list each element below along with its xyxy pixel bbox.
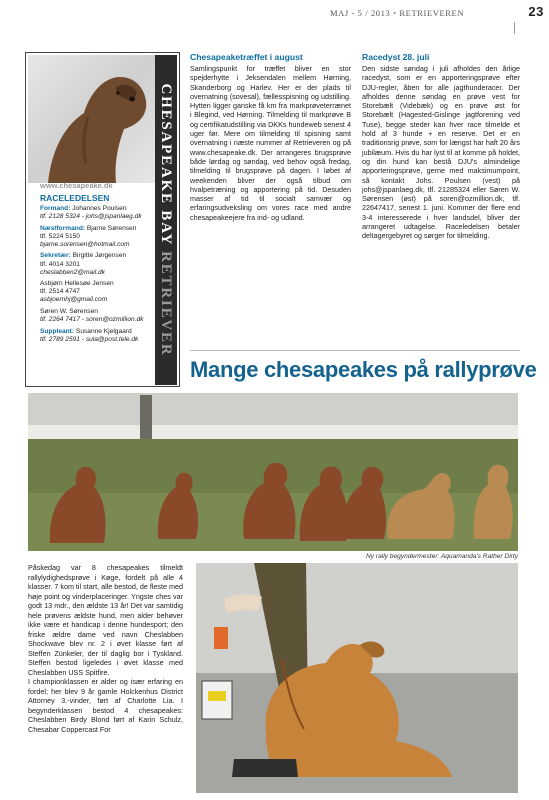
breed-sidebar xyxy=(25,52,180,387)
member-role: Næstformand: xyxy=(40,224,86,232)
member-email: bjarne.sorensen@hotmail.com xyxy=(40,240,130,248)
group-dogs-photo xyxy=(28,393,518,551)
article-rally xyxy=(28,563,183,734)
magazine-name: RETRIEVEREN xyxy=(399,8,465,18)
member-name: Johannes Poulsen xyxy=(72,205,127,212)
member-contact: tlf. 2789 2591 - sula@post.tele.dk xyxy=(40,335,139,343)
member-name: Asbjørn Hellesøe Jensen xyxy=(40,280,114,288)
handler-with-dog-image xyxy=(196,563,518,793)
member-phone: tlf. 2514 4747 xyxy=(40,288,80,296)
photo-caption: Ny rally begyndermester: Aquamanda's Rather Dirty xyxy=(365,553,518,560)
board-member-list xyxy=(40,205,158,347)
main-headline: Mange chesapeakes på rallyprøve xyxy=(190,357,537,382)
member-phone: tlf. 4014 3201 xyxy=(40,260,80,268)
article-paragraph: I championklassen er alder og især erfaring en fordel; her blev 9 år gamle Holckenhus District Attorney 3.-vinder, ført af Charlotte Lia. I begynderklassen bestod 4 chesapeakes: Cheslabben Birdy Blond ført af Karin Schulz, Chesabar Coppercast For xyxy=(28,677,183,734)
article-title: Racedyst 28. juli xyxy=(362,52,430,62)
page-header xyxy=(330,6,544,20)
breed-vertical-banner xyxy=(155,55,177,385)
board-member xyxy=(40,280,158,304)
breed-vertical-title xyxy=(155,55,177,385)
member-role: Formand: xyxy=(40,205,71,212)
dog-head-icon xyxy=(28,55,156,183)
header-separator: • xyxy=(393,8,397,18)
club-website: www.chesapeake.dk xyxy=(40,181,113,190)
board-member xyxy=(40,205,158,221)
member-email: asbjoernhj@gmail.com xyxy=(40,296,108,304)
member-phone: tlf. 5224 5150 xyxy=(40,232,80,240)
breed-title-main: CHESAPEAKE BAY xyxy=(158,83,174,246)
dogs-lineup-image xyxy=(28,393,518,551)
board-member xyxy=(40,308,158,324)
header-divider xyxy=(514,22,515,34)
board-member xyxy=(40,252,158,276)
member-role: Sekretær: xyxy=(40,252,71,260)
member-email: cheslabben2@mail.dk xyxy=(40,268,105,276)
board-title: RACELEDELSEN xyxy=(40,193,110,203)
breed-title-secondary: RETRIEVER xyxy=(158,251,174,357)
member-name: Susanne Kjelgaard xyxy=(75,327,132,335)
member-name: Søren W. Sørensen xyxy=(40,308,98,316)
member-contact: tlf. 2128 5324 - johs@jspanlaeg.dk xyxy=(40,213,142,221)
article-body: Samlingspunkt for træffet bliver en stor spejderhytte i Jeksendalen mellem Hørning, Skanderborg og Harlev. Her er der plads til overnatning (sovesal), fællesspisning og udstilling. Hytten ligger ganske få km fra markprøveterrænet i Blegind, ved Hørning. Tilmelding til markprøve B og certifikatudstilling via DKKs hundeweb senest 4 uger før. Mere om tilmelding til spisning samt overnatning i næste nummer af Retrieveren og på www.chesapeake.dk. Der arrangeres brugsprøve både lørdag og søndag, ved behov også fredag, tilmelding til brugsprøve på dagen. I løbet af weekenden bliver der også tilbud om hvalpetræning og apportering på tid. Desuden masser af tid til socialt samvær og erfaringsudveksling om vores race med andre chesapeakeejere fra ind- og udland. xyxy=(190,64,351,222)
article-body: Den sidste søndag i juli afholdes den årlige racedyst, som er en apporteringsprøve efter DJU-regler, åben for alle jagthunderacer. Der afholdes denne søndag en prøve vest for Storebælt (Videbæk) og en prøve øst for Storebælt (Hagested-Gislinge jagtforening ved Tuse), begge steder kan hver race tilmelde et hold af 3 hunde + en reserve. Det er en traditionsrig prøve, som for længst har haft 20 års jubilæum. Hvis du har lyst til at komme på holdet, og din hund kan bestå DJU's almindelige apporteringsprøve, gerne med maksimumpoint, så kontakt Johs. Poulsen (vest) på johs@jspanlaeg.dk, tlf. 21285324 eller Søren W. Sørensen (øst) på soren@ozmillion.dk, tlf. 22647417, senest 1. juni. Kommer der flere end 3-4 interesserede i hver landsdel, bliver der arrangeret udtagelse. Raceledelsen betaler deltagergebyret og sørger for tilmelding. xyxy=(362,64,520,241)
section-divider xyxy=(190,350,520,351)
header-issue xyxy=(330,8,464,18)
issue-date: MAJ - 5 / 2013 xyxy=(330,8,391,18)
rally-winner-photo xyxy=(196,563,518,793)
member-name: Bjarne Sørensen xyxy=(86,224,137,232)
member-name: Birgitte Jørgensen xyxy=(72,252,127,260)
page-number: 23 xyxy=(528,4,544,19)
article-racedyst xyxy=(362,52,520,241)
article-paragraph: Påskedag var 8 chesapeakes tilmeldt rallylydighedsprøve i Køge, fordelt på alle 4 klasser. 7 kom til start, alle bestod, de fleste med høje point og vinderplaceringer. Yngste ches var godt 13 mdr., den ældste 13 år! Det var samtidig hele prøvens ældste hund, men alder behøver ikke være et handicap i denne hundesport; den friske ældre dame ved navn Cheslabben Shockwave blev nr. 2 i øvet klasse ført af Steffen Zünkeler, der til daglig bor i Tyskland. Steffen bestod ligeledes i øvet klasse med Cheslabben USS Spitfire. xyxy=(28,563,184,677)
member-contact: tlf. 2264 7417 - soren@ozmillion.dk xyxy=(40,316,144,324)
board-member xyxy=(40,328,158,344)
dog-portrait-image xyxy=(28,55,156,183)
board-member xyxy=(40,225,158,249)
member-role: Suppleant: xyxy=(40,327,75,335)
article-title: Chesapeaketræffet i august xyxy=(190,52,303,62)
article-chesapeake-meet xyxy=(190,52,351,222)
